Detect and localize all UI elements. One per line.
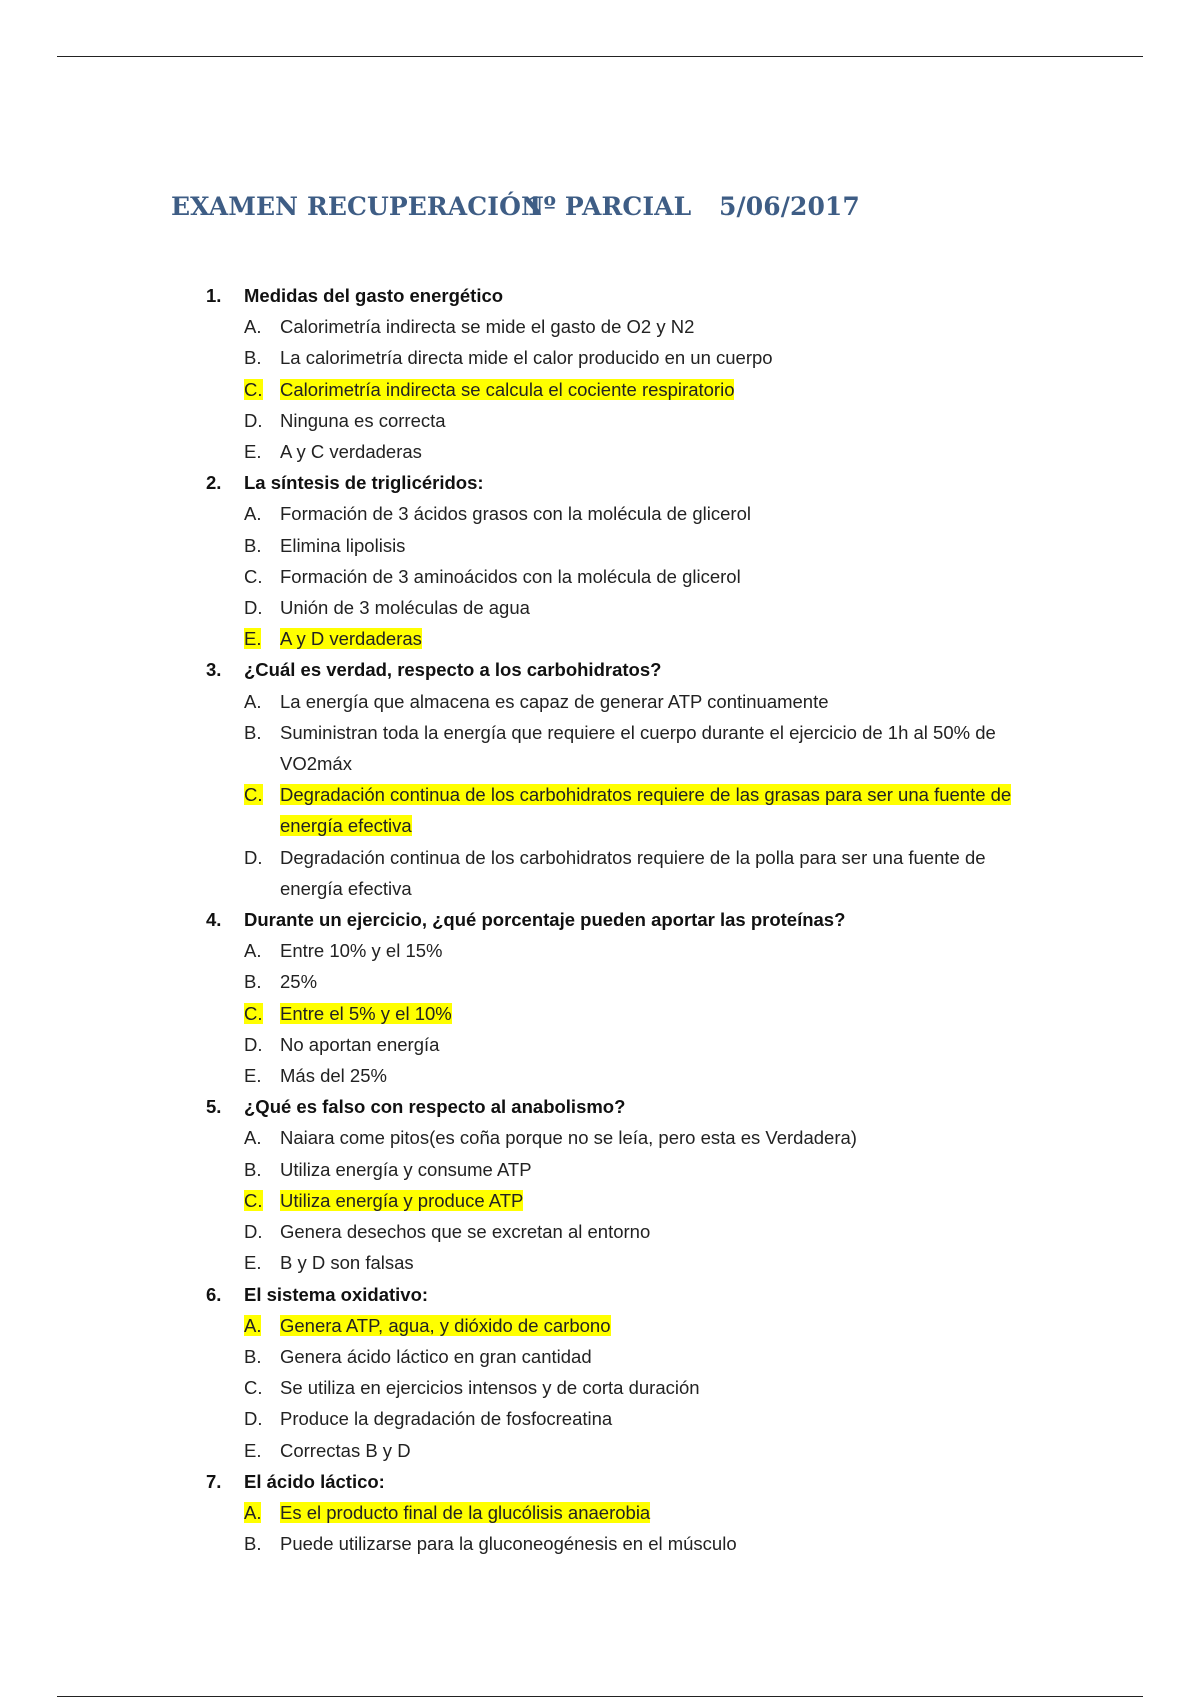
option-item (244, 1154, 1106, 1185)
option-letter-cell (244, 686, 280, 717)
option-text: Ninguna es correcta (280, 409, 446, 431)
option-letter: D. (244, 597, 263, 619)
option-text: Más del 25% (280, 1065, 387, 1087)
option-letter: D. (244, 1408, 263, 1430)
option-highlighted-answer (244, 1310, 1106, 1341)
question-number: 6. (206, 1283, 222, 1305)
option-letter: D. (244, 409, 263, 431)
option-text: 25% (280, 971, 318, 993)
question-text: ¿Qué es falso con respecto al anabolismo? (244, 1096, 626, 1118)
option-list (206, 686, 1106, 904)
option-highlighted-answer (244, 374, 1106, 405)
option-text: Degradación continua de los carbohidratos requiere de la polla para ser una fuente de energía efectiva (280, 846, 986, 899)
exam-part: 1º PARCIAL (526, 192, 692, 221)
option-text-cell (280, 717, 1040, 779)
bottom-rule (57, 1696, 1143, 1697)
option-letter: D. (244, 1221, 263, 1243)
question-1 (206, 280, 1106, 467)
question-text: El sistema oxidativo: (244, 1283, 429, 1305)
option-letter-cell (244, 498, 280, 529)
option-text: Se utiliza en ejercicios intensos y de corta duración (280, 1377, 700, 1399)
option-text: Formación de 3 ácidos grasos con la molécula de glicerol (280, 503, 751, 525)
question-5 (206, 1091, 1106, 1278)
option-item (244, 498, 1106, 529)
option-text: Produce la degradación de fosfocreatina (280, 1408, 613, 1430)
option-letter-cell (244, 530, 280, 561)
question-number: 1. (206, 285, 222, 306)
option-letter-cell (244, 966, 280, 997)
option-item (244, 1403, 1106, 1434)
option-letter-cell (244, 1528, 280, 1559)
exam-title: EXAMEN RECUPERACIÓN (171, 192, 544, 221)
option-highlighted-answer (244, 623, 1106, 654)
option-letter: B. (244, 347, 262, 369)
option-item (244, 1122, 1106, 1153)
option-text: Entre el 5% y el 10% (280, 1002, 452, 1024)
option-letter-cell (244, 592, 280, 623)
question-stem (206, 1091, 1106, 1122)
option-letter-cell (244, 1216, 280, 1247)
option-letter-cell (244, 436, 280, 467)
option-text: Genera desechos que se excretan al entorno (280, 1221, 651, 1243)
option-letter: B. (244, 1158, 262, 1180)
option-letter: C. (244, 565, 263, 587)
option-highlighted-answer (244, 1185, 1106, 1216)
option-text: No aportan energía (280, 1033, 440, 1055)
option-letter: B. (244, 1533, 262, 1555)
option-text: Correctas B y D (280, 1439, 411, 1461)
option-letter: A. (244, 690, 262, 712)
option-item (244, 1247, 1106, 1278)
option-letter: E. (244, 1065, 262, 1087)
option-text-cell (280, 1310, 1040, 1341)
option-item (244, 342, 1106, 373)
question-stem (206, 904, 1106, 935)
option-text: Genera ácido láctico en gran cantidad (280, 1345, 592, 1367)
option-letter-cell (244, 1435, 280, 1466)
question-text: Durante un ejercicio, ¿qué porcentaje pueden aportar las proteínas? (244, 909, 846, 931)
question-stem (206, 654, 1106, 685)
option-item (244, 842, 1106, 904)
option-text-cell (280, 1060, 1040, 1091)
option-text-cell (280, 530, 1040, 561)
option-text-cell (280, 436, 1040, 467)
option-item (244, 530, 1106, 561)
option-text: Elimina lipolisis (280, 534, 406, 556)
option-letter: B. (244, 971, 262, 993)
option-letter-cell (244, 935, 280, 966)
option-text-cell (280, 935, 1040, 966)
question-text: ¿Cuál es verdad, respecto a los carbohidratos? (244, 659, 662, 681)
option-item (244, 436, 1106, 467)
option-list (206, 1122, 1106, 1278)
option-text-cell (280, 1029, 1040, 1060)
question-6 (206, 1279, 1106, 1466)
option-text-cell (280, 561, 1040, 592)
option-letter: C. (244, 784, 263, 806)
option-list (206, 935, 1106, 1091)
option-item (244, 1060, 1106, 1091)
option-text-cell (280, 592, 1040, 623)
option-letter-cell (244, 1247, 280, 1278)
option-item (244, 561, 1106, 592)
question-text: La síntesis de triglicéridos: (244, 472, 484, 494)
option-text: Genera ATP, agua, y dióxido de carbono (280, 1314, 611, 1336)
option-letter: C. (244, 378, 263, 400)
option-list (206, 1497, 1106, 1559)
option-text-cell (280, 966, 1040, 997)
option-text-cell (280, 1341, 1040, 1372)
question-3 (206, 654, 1106, 904)
top-rule (57, 56, 1143, 57)
option-item (244, 686, 1106, 717)
option-list (206, 1310, 1106, 1466)
option-letter: C. (244, 1377, 263, 1399)
option-item (244, 1341, 1106, 1372)
option-text-cell (280, 1372, 1040, 1403)
option-letter: B. (244, 1345, 262, 1367)
option-letter-cell (244, 998, 280, 1029)
option-text: Calorimetría indirecta se calcula el cociente respiratorio (280, 378, 735, 400)
option-letter-cell (244, 561, 280, 592)
option-letter-cell (244, 405, 280, 436)
option-letter-cell (244, 779, 280, 810)
option-text-cell (280, 498, 1040, 529)
question-stem (206, 467, 1106, 498)
option-text: Calorimetría indirecta se mide el gasto de O2 y N2 (280, 316, 695, 338)
option-list (206, 498, 1106, 654)
question-text: Medidas del gasto energético (244, 285, 504, 306)
option-text: B y D son falsas (280, 1252, 414, 1274)
option-text: Puede utilizarse para la gluconeogénesis en el músculo (280, 1533, 737, 1555)
option-text: Utiliza energía y produce ATP (280, 1189, 524, 1211)
option-letter-cell (244, 1341, 280, 1372)
question-text: El ácido láctico: (244, 1470, 385, 1492)
option-item (244, 1216, 1106, 1247)
option-letter: E. (244, 1252, 262, 1274)
option-item (244, 1435, 1106, 1466)
option-highlighted-answer (244, 1497, 1106, 1528)
option-letter: D. (244, 846, 263, 868)
question-stem (206, 280, 1106, 311)
option-text: La energía que almacena es capaz de generar ATP continuamente (280, 690, 829, 712)
option-list (206, 311, 1106, 467)
exam-date: 5/06/2017 (719, 192, 860, 221)
option-letter: B. (244, 721, 262, 743)
option-letter: A. (244, 1314, 262, 1336)
option-letter: A. (244, 1127, 262, 1149)
question-number: 4. (206, 909, 222, 931)
question-number: 2. (206, 472, 222, 494)
option-text-cell (280, 842, 1040, 904)
option-text-cell (280, 1247, 1040, 1278)
option-item (244, 1528, 1106, 1559)
option-text: Formación de 3 aminoácidos con la molécula de glicerol (280, 565, 741, 587)
option-item (244, 1372, 1106, 1403)
option-text: Entre 10% y el 15% (280, 940, 443, 962)
option-text: Es el producto final de la glucólisis anaerobia (280, 1501, 651, 1523)
option-letter-cell (244, 717, 280, 748)
option-item (244, 1029, 1106, 1060)
question-4 (206, 904, 1106, 1091)
option-item (244, 311, 1106, 342)
option-letter-cell (244, 1403, 280, 1434)
question-stem (206, 1466, 1106, 1497)
question-number: 5. (206, 1096, 222, 1118)
option-letter-cell (244, 374, 280, 405)
option-letter-cell (244, 1185, 280, 1216)
option-letter-cell (244, 311, 280, 342)
option-text-cell (280, 1528, 1040, 1559)
question-stem (206, 1279, 1106, 1310)
option-text: Degradación continua de los carbohidratos requiere de las grasas para ser una fuente de energía efectiva (280, 784, 1012, 837)
option-highlighted-answer (244, 998, 1106, 1029)
question-number: 7. (206, 1470, 222, 1492)
option-letter: A. (244, 1501, 262, 1523)
option-letter-cell (244, 1497, 280, 1528)
option-text: A y D verdaderas (280, 628, 422, 650)
option-text: A y C verdaderas (280, 441, 422, 463)
option-item (244, 935, 1106, 966)
option-text-cell (280, 686, 1040, 717)
option-text: Unión de 3 moléculas de agua (280, 597, 530, 619)
option-text: La calorimetría directa mide el calor producido en un cuerpo (280, 347, 773, 369)
option-text-cell (280, 1122, 1040, 1153)
option-text-cell (280, 374, 1040, 405)
option-text-cell (280, 1435, 1040, 1466)
option-text-cell (280, 342, 1040, 373)
option-text: Utiliza energía y consume ATP (280, 1158, 532, 1180)
option-text-cell (280, 1403, 1040, 1434)
option-text: Naiara come pitos(es coña porque no se leía, pero esta es Verdadera) (280, 1127, 857, 1149)
option-text-cell (280, 779, 1040, 841)
option-text-cell (280, 405, 1040, 436)
option-letter-cell (244, 623, 280, 654)
option-letter: E. (244, 441, 262, 463)
option-text-cell (280, 1497, 1040, 1528)
option-text-cell (280, 311, 1040, 342)
option-highlighted-answer (244, 779, 1106, 841)
option-text: Suministran toda la energía que requiere el cuerpo durante el ejercicio de 1h al 50% de VO2máx (280, 721, 996, 775)
option-text-cell (280, 1185, 1040, 1216)
question-list (206, 280, 1106, 1559)
option-letter: C. (244, 1002, 263, 1024)
option-letter-cell (244, 1029, 280, 1060)
option-text-cell (280, 1216, 1040, 1247)
option-text-cell (280, 623, 1040, 654)
option-item (244, 405, 1106, 436)
option-letter: B. (244, 534, 262, 556)
question-2 (206, 467, 1106, 654)
option-letter: C. (244, 1189, 263, 1211)
option-letter-cell (244, 1060, 280, 1091)
question-number: 3. (206, 659, 222, 681)
option-letter: A. (244, 316, 262, 338)
option-text-cell (280, 998, 1040, 1029)
option-item (244, 966, 1106, 997)
option-letter-cell (244, 842, 280, 873)
option-letter-cell (244, 1310, 280, 1341)
option-letter: A. (244, 503, 262, 525)
option-letter-cell (244, 1372, 280, 1403)
option-letter: A. (244, 940, 262, 962)
option-letter-cell (244, 1154, 280, 1185)
option-item (244, 717, 1106, 779)
option-text-cell (280, 1154, 1040, 1185)
option-letter-cell (244, 342, 280, 373)
question-7 (206, 1466, 1106, 1560)
option-letter: E. (244, 1439, 262, 1461)
option-letter-cell (244, 1122, 280, 1153)
option-letter: E. (244, 628, 262, 650)
option-letter: D. (244, 1033, 263, 1055)
option-item (244, 592, 1106, 623)
